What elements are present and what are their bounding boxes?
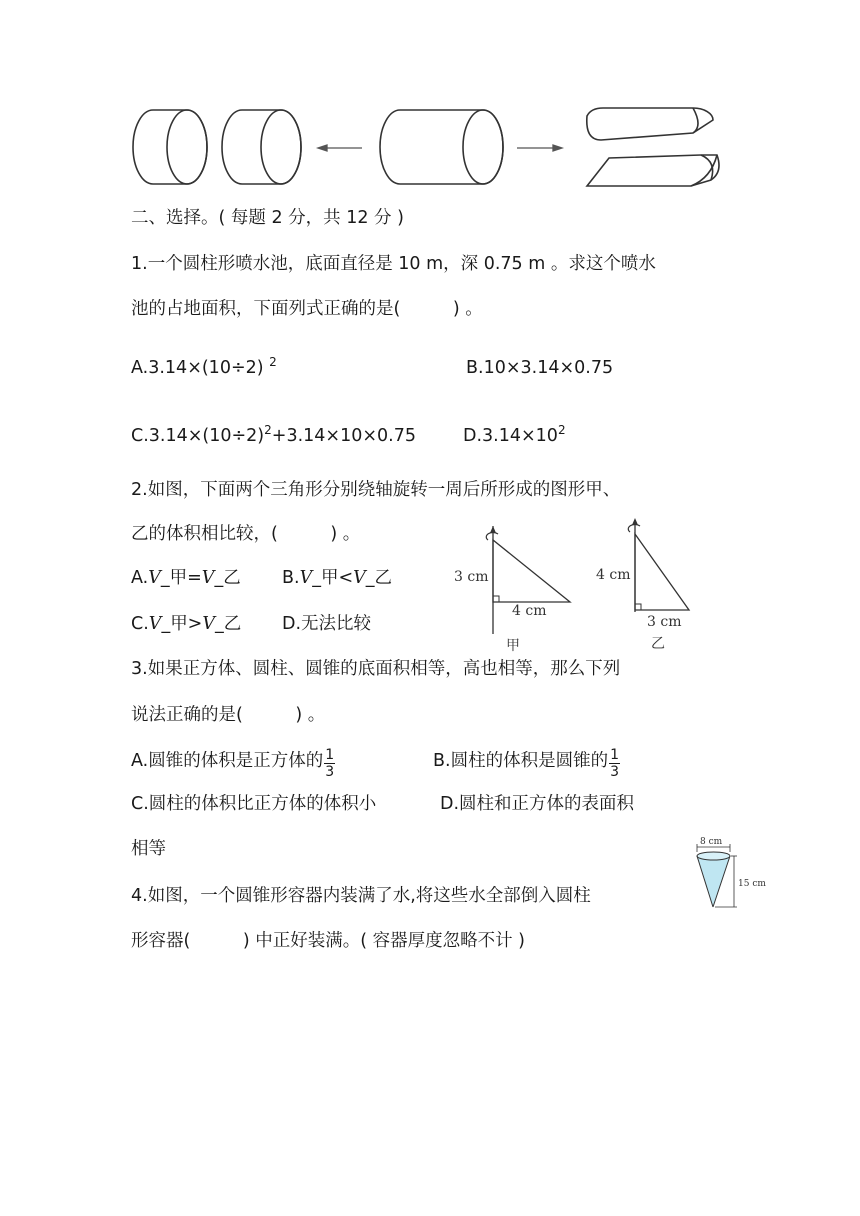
cone-container-figure	[685, 834, 775, 914]
q2-option-b-prefix: B.	[282, 568, 300, 588]
q1-stem-line2: 池的占地面积，下面列式正确的是( ) 。	[131, 299, 483, 319]
q1-option-a-text: A.3.14×(10÷2)	[131, 358, 264, 378]
q1-option-d-text: D.3.14×10	[463, 426, 558, 446]
q3-stem-line1: 3.如果正方体、圆柱、圆锥的底面积相等，高也相等，那么下列	[131, 659, 621, 679]
q3-option-b-den: 3	[610, 764, 619, 780]
q2-option-c-var2: V	[202, 614, 215, 634]
q1-option-d-sup: 2	[557, 423, 566, 437]
jia-caption: 甲	[506, 638, 520, 654]
q1-option-c-post: +3.14×10×0.75	[271, 426, 416, 446]
q2-stem-line1: 2.如图，下面两个三角形分别绕轴旋转一周后所形成的图形甲、	[131, 480, 621, 500]
q3-option-a-num: 1	[325, 747, 335, 763]
q3-option-a-text: A.圆锥的体积是正方体的	[131, 751, 324, 771]
q1-option-a-sup: 2	[269, 355, 277, 369]
q2-option-b-var2: V	[353, 568, 366, 588]
q4-stem-line1: 4.如图，一个圆锥形容器内装满了水,将这些水全部倒入圆柱	[131, 886, 591, 906]
q2-option-d[interactable]: D.无法比较	[282, 614, 372, 634]
q2-option-c-mid2: _乙	[215, 614, 242, 634]
q2-option-a-prefix: A.	[131, 568, 149, 588]
q3-option-b-fraction	[609, 748, 620, 779]
q3-option-b-num: 1	[610, 747, 619, 763]
cone-height-label: 15 cm	[738, 879, 766, 889]
q2-option-a-var1: V	[148, 568, 161, 588]
q2-option-a-mid1: _甲=	[160, 568, 202, 588]
cylinder-piece-left-2	[222, 110, 301, 184]
q2-option-b-var1: V	[299, 568, 313, 588]
q2-option-c[interactable]	[131, 612, 241, 636]
q2-option-c-mid1: _甲>	[161, 614, 203, 634]
q1-option-a[interactable]	[131, 356, 277, 380]
cylinder-piece-left-1	[133, 110, 207, 184]
q2-stem-line2: 乙的体积相比较，( ) 。	[131, 524, 361, 544]
q1-option-c[interactable]	[131, 424, 416, 448]
q1-option-c-pre: C.3.14×(10÷2)	[131, 426, 265, 446]
q3-option-c[interactable]: C.圆柱的体积比正方体的体积小	[131, 794, 377, 814]
cylinder-half-top	[587, 108, 713, 140]
q1-option-c-sup: 2	[264, 423, 272, 437]
jia-base-label: 4 cm	[512, 603, 547, 619]
q2-option-a-var2: V	[201, 568, 215, 588]
section-heading: 二、选择。( 每题 2 分，共 12 分 )	[131, 208, 404, 228]
cone-water	[697, 856, 730, 907]
q2-option-c-prefix: C.	[131, 614, 149, 634]
yi-height-label: 4 cm	[596, 567, 631, 583]
jia-height-label: 3 cm	[454, 569, 489, 585]
yi-caption: 乙	[651, 636, 665, 652]
q1-option-d[interactable]	[463, 424, 566, 448]
q3-option-b[interactable]	[433, 748, 620, 779]
q1-option-b-text: B.10×3.14×0.75	[466, 358, 614, 378]
q2-option-b-mid1: _甲<	[312, 568, 354, 588]
q3-option-b-text: B.圆柱的体积是圆锥的	[433, 751, 609, 771]
cylinder-whole	[380, 110, 503, 184]
q3-option-a-fraction	[324, 748, 335, 779]
triangle-figure-jia	[448, 512, 578, 655]
q3-option-a[interactable]	[131, 748, 335, 779]
q3-option-d[interactable]: D.圆柱和正方体的表面积	[440, 794, 635, 814]
q2-option-c-var1: V	[148, 614, 162, 634]
yi-base-label: 3 cm	[647, 614, 682, 630]
cylinder-half-bottom	[587, 155, 719, 186]
q2-option-b-mid2: _乙	[365, 568, 393, 588]
q2-option-b[interactable]	[282, 566, 392, 590]
q3-stem-line2: 说法正确的是( ) 。	[131, 705, 326, 725]
q3-option-a-den: 3	[325, 764, 335, 780]
triangle-figure-yi	[593, 512, 703, 655]
q1-stem-line1: 1.一个圆柱形喷水池，底面直径是 10 m，深 0.75 m 。求这个喷水	[131, 254, 656, 274]
q2-option-a[interactable]	[131, 566, 241, 590]
cylinder-cut-figure	[125, 100, 725, 195]
q2-option-a-mid2: _乙	[214, 568, 241, 588]
cone-diameter-label: 8 cm	[700, 837, 723, 847]
q3-option-d-continued: 相等	[131, 839, 166, 859]
q1-option-b[interactable]	[466, 356, 613, 380]
q4-stem-line2: 形容器( ) 中正好装满。( 容器厚度忽略不计 )	[131, 931, 525, 951]
